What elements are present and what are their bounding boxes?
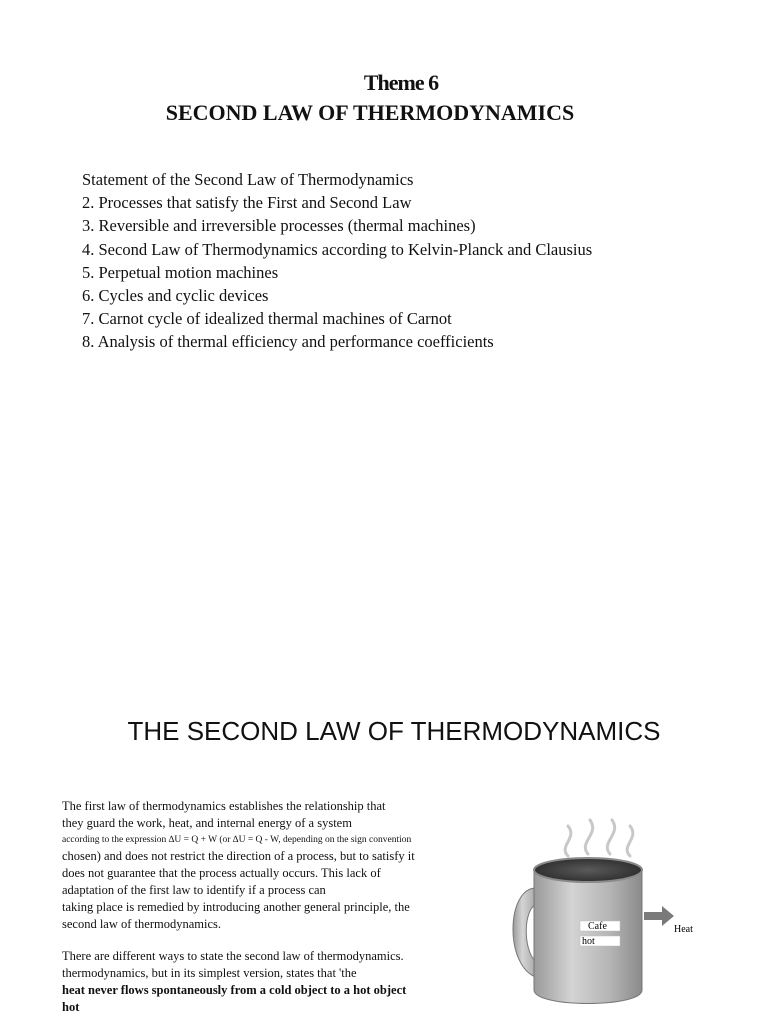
body-line: There are different ways to state the second law of thermodynamics. xyxy=(62,949,404,964)
toc-item: 8. Analysis of thermal efficiency and performance coefficients xyxy=(82,332,494,352)
label-cafe: Cafe xyxy=(588,921,607,932)
toc-item: 4. Second Law of Thermodynamics according to Kelvin-Planck and Clausius xyxy=(82,239,593,259)
body-text xyxy=(62,798,457,1016)
body-line: does not guarantee that the process actually occurs. This lack of xyxy=(62,866,381,881)
coffee-surface xyxy=(534,858,642,882)
body-line-bold: heat never flows spontaneously from a cold object to a hot object xyxy=(62,982,407,997)
toc-item: 7. Carnot cycle of idealized thermal machines of Carnot xyxy=(82,309,452,329)
body-line: taking place is remedied by introducing another general principle, the xyxy=(62,899,410,914)
steam-icon xyxy=(565,820,633,856)
heat-arrow-icon xyxy=(644,906,674,926)
body-line: thermodynamics, but in its simplest version, states that 'the xyxy=(62,966,357,981)
body-line-bold: hot xyxy=(62,999,80,1014)
table-of-contents xyxy=(82,168,592,354)
body-line: chosen) and does not restrict the direction of a process, but to satisfy it xyxy=(62,849,415,864)
toc-item: 6. Cycles and cyclic devices xyxy=(82,286,269,306)
body-line-small: according to the expression ∆U = Q + W (or ∆U = Q - W, depending on the sign convention xyxy=(62,834,412,845)
section-heading: THE SECOND LAW OF THERMODYNAMICS xyxy=(127,716,661,746)
body-line: they guard the work, heat, and internal energy of a system xyxy=(62,815,352,830)
page-title: SECOND LAW OF THERMODYNAMICS xyxy=(165,100,575,125)
toc-item: 3. Reversible and irreversible processes (thermal machines) xyxy=(82,216,476,236)
body-line: The first law of thermodynamics establishes the relationship that xyxy=(62,799,386,813)
toc-item: Statement of the Second Law of Thermodynamics xyxy=(82,170,414,189)
theme-label: Theme 6 xyxy=(363,70,439,95)
toc-item: 2. Processes that satisfy the First and Second Law xyxy=(82,193,412,213)
coffee-mug-figure xyxy=(508,818,708,1018)
label-hot: hot xyxy=(582,936,595,947)
toc-item: 5. Perpetual motion machines xyxy=(82,262,279,282)
label-heat: Heat xyxy=(674,924,693,935)
body-line: adaptation of the first law to identify if a process can xyxy=(62,882,326,897)
body-line: second law of thermodynamics. xyxy=(62,916,221,931)
